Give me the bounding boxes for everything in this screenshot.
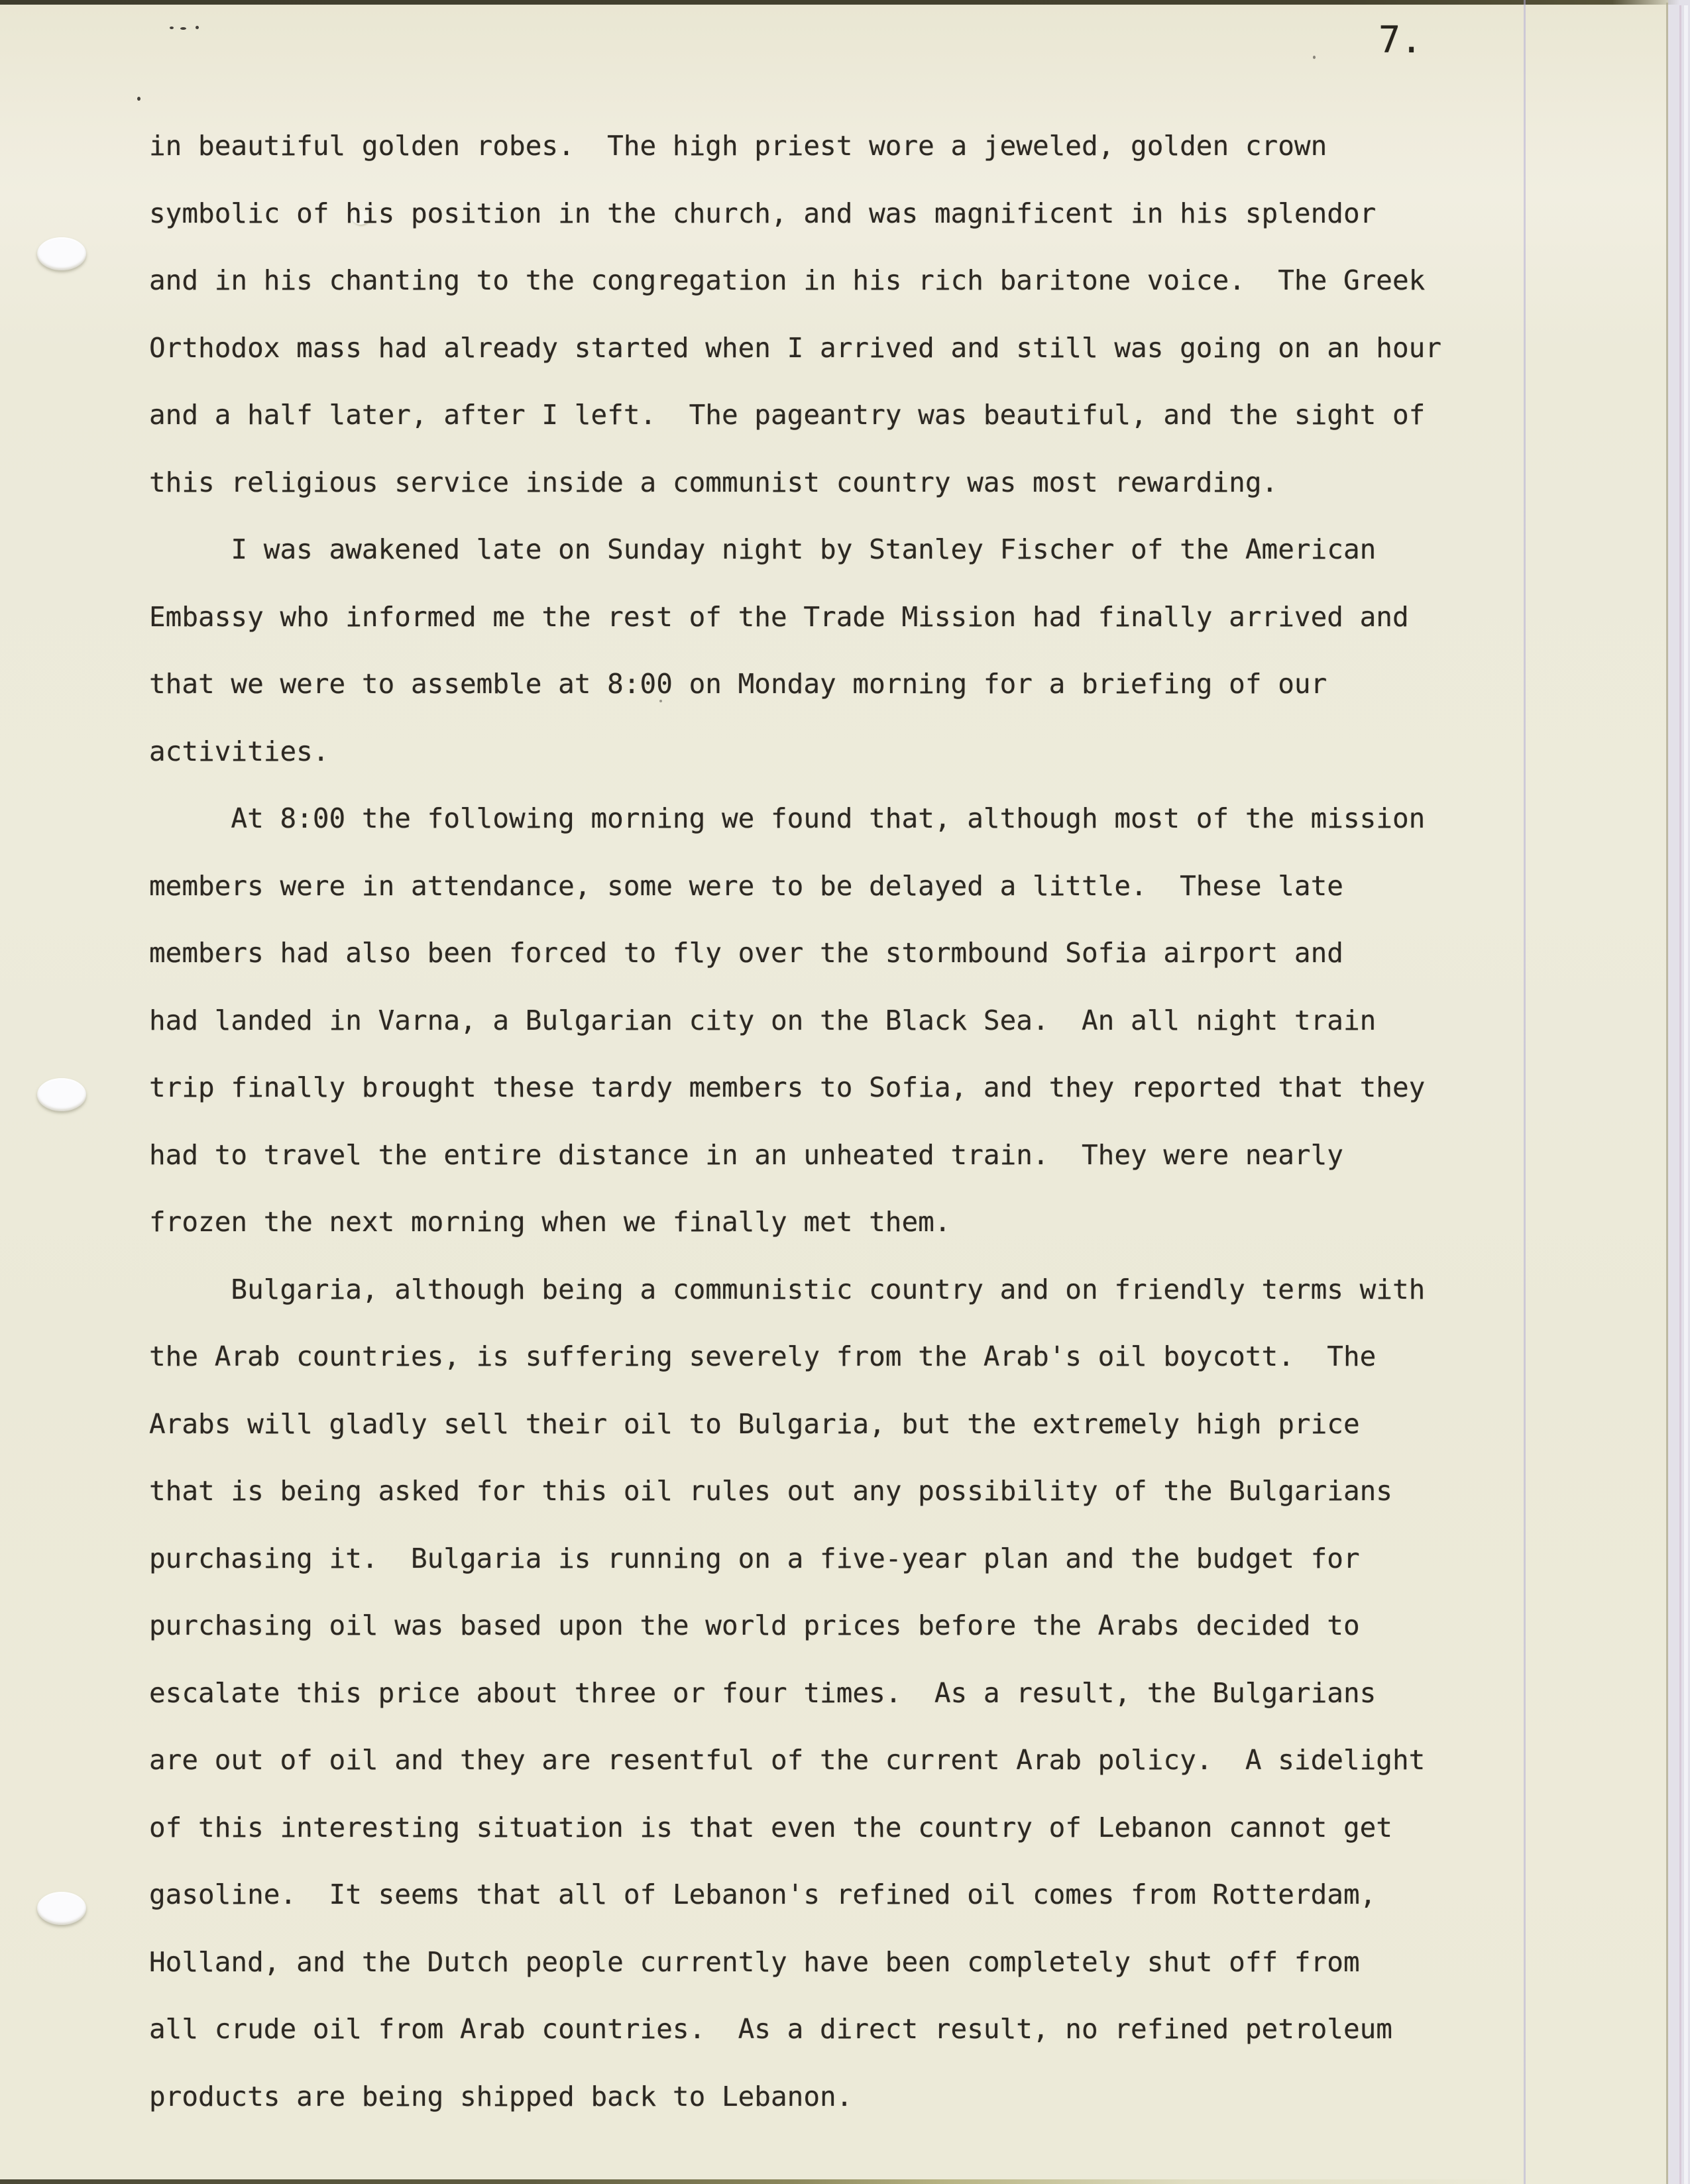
text-line: Orthodox mass had already started when I arrived and still was going on an hour	[149, 331, 1442, 364]
text-line: all crude oil from Arab countries. As a direct result, no refined petroleum	[149, 2013, 1392, 2045]
text-line: purchasing it. Bulgaria is running on a five-year plan and the budget for	[149, 1542, 1360, 1574]
scanner-margin-highlight	[1684, 5, 1688, 2184]
text-line: the Arab countries, is suffering severely from the Arab's oil boycott. The	[149, 1340, 1377, 1372]
text-line: in beautiful golden robes. The high priest wore a jeweled, golden crown	[149, 130, 1327, 162]
text-line: products are being shipped back to Lebanon.	[149, 2080, 853, 2112]
text-line: had to travel the entire distance in an unheated train. They were nearly	[149, 1138, 1343, 1171]
text-line: members had also been forced to fly over the stormbound Sofia airport and	[149, 937, 1343, 969]
ink-speck	[170, 27, 174, 29]
text-line: Holland, and the Dutch people currently have been completely shut off from	[149, 1945, 1360, 1978]
text-line: this religious service inside a communist country was most rewarding.	[149, 466, 1278, 498]
text-line: and a half later, after I left. The pageantry was beautiful, and the sight of	[149, 399, 1426, 431]
text-line: escalate this price about three or four times. As a result, the Bulgarians	[149, 1676, 1377, 1709]
text-line: are out of oil and they are resentful of the current Arab policy. A sidelight	[149, 1744, 1426, 1776]
paper-right-edge	[1666, 3, 1668, 2184]
text-line: members were in attendance, some were to be delayed a little. These late	[149, 869, 1343, 902]
text-line: frozen the next morning when we finally met them.	[149, 1206, 951, 1238]
text-line: of this interesting situation is that even the country of Lebanon cannot get	[149, 1811, 1392, 1843]
scan-top-edge	[0, 0, 1679, 5]
page-number: 7.	[1379, 19, 1423, 61]
ink-speck	[196, 26, 199, 29]
page-fold-line	[1524, 0, 1526, 2184]
scanner-margin-line	[1679, 5, 1681, 2184]
ink-speck	[1313, 56, 1316, 59]
typewritten-text	[149, 113, 1441, 2130]
text-line: that we were to assemble at 8:00 on Monday morning for a briefing of our	[149, 668, 1327, 700]
text-line: that is being asked for this oil rules out any possibility of the Bulgarians	[149, 1475, 1392, 1507]
text-line: At 8:00 the following morning we found that, although most of the mission	[149, 802, 1426, 834]
text-line: gasoline. It seems that all of Lebanon's refined oil comes from Rotterdam,	[149, 1879, 1377, 1910]
scan-bottom-edge	[0, 2179, 1524, 2184]
text-line: Bulgaria, although being a communistic country and on friendly terms with	[149, 1273, 1426, 1305]
hole-punch-bottom	[37, 1892, 86, 1925]
ink-speck	[137, 97, 141, 101]
text-line: had landed in Varna, a Bulgarian city on the Black Sea. An all night train	[149, 1004, 1377, 1036]
text-line: I was awakened late on Sunday night by Stanley Fischer of the American	[149, 533, 1377, 565]
text-line: and in his chanting to the congregation in his rich baritone voice. The Greek	[149, 264, 1426, 296]
text-line: symbolic of his position in the church, and was magnificent in his splendor	[149, 197, 1377, 229]
text-line: Embassy who informed me the rest of the Trade Mission had finally arrived and	[149, 600, 1409, 633]
ink-speck	[180, 27, 186, 30]
text-line: purchasing oil was based upon the world prices before the Arabs decided to	[149, 1610, 1360, 1641]
text-line: Arabs will gladly sell their oil to Bulgaria, but the extremely high price	[149, 1407, 1360, 1440]
text-line: trip finally brought these tardy members to Sofia, and they reported that they	[149, 1071, 1426, 1103]
hole-punch-middle	[37, 1078, 86, 1111]
text-line: activities.	[149, 735, 329, 767]
hole-punch-top	[37, 237, 86, 270]
